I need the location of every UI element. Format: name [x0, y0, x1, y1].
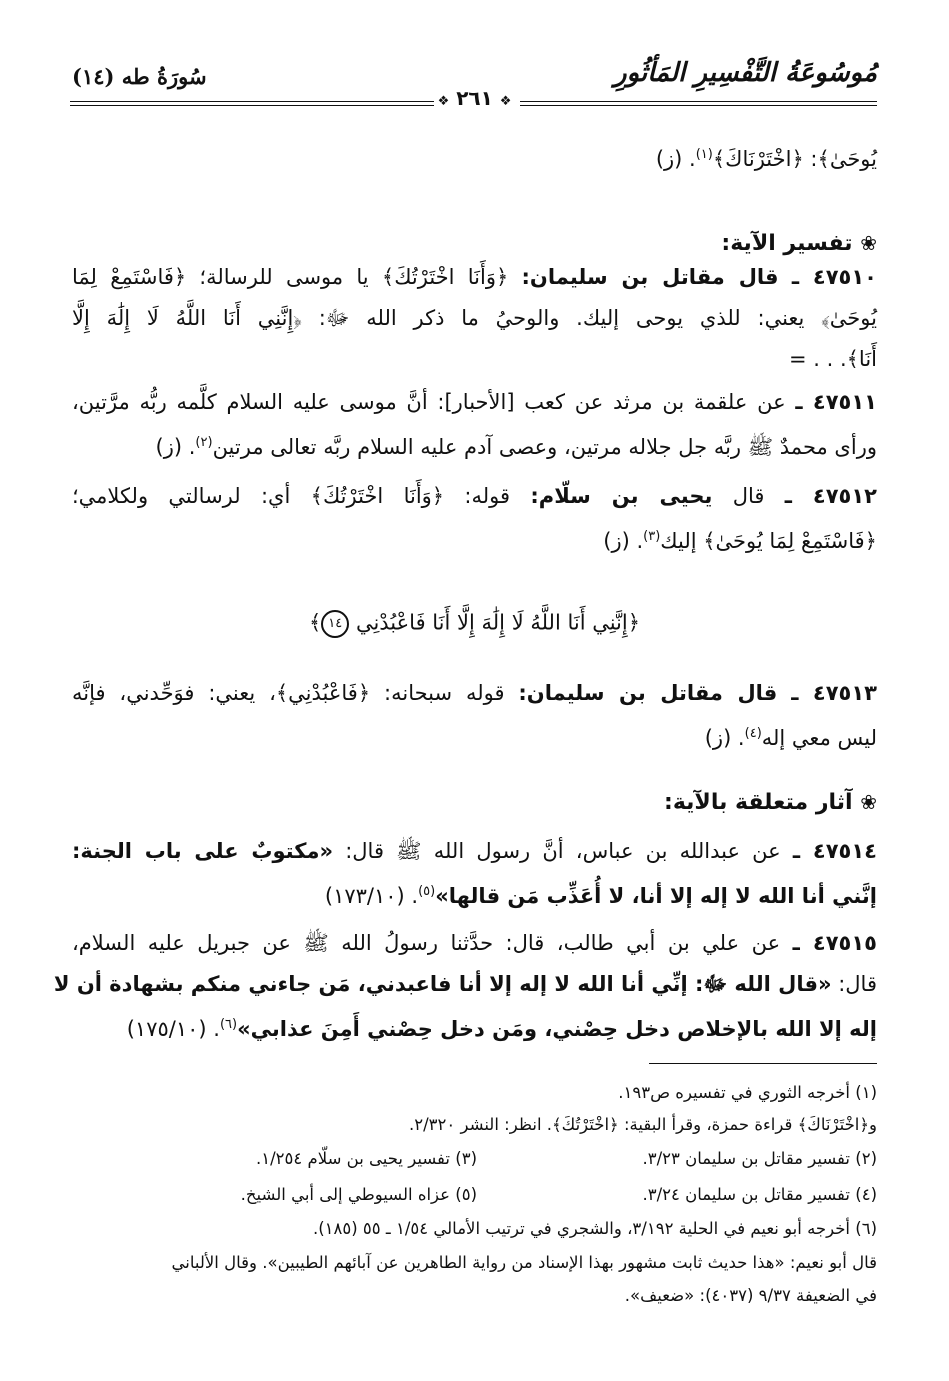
narration-47510-line2: يُوحَىٰ﴾ يعني: للذي يوحى إليك. والوحيُ ما ذكر الله ﷻ: ﴿إِنَّنِي أَنَا اللَّهُ لَا إِلَٰهَ إِلَّا — [72, 306, 877, 330]
narration-47513-line1: ٤٧٥١٣ ـ قال مقاتل بن سليمان: قوله سبحانه: ﴿فَاعْبُدْنِي﴾، يعني: فوَحِّدني، فإنَّه — [72, 681, 877, 705]
narration-47510-line3: أَنَا﴾. . . = — [788, 347, 877, 371]
footnote-1-continued: و﴿اخْتَرْنَاكَ﴾ قراءة حمزة، وقرأ البقية: ﴿اخْتَرْتُكَ﴾. انظر: النشر ٢/٣٢٠. — [408, 1115, 877, 1134]
narration-47515-line3: إله إلا الله بالإخلاص دخل حِصْني، ومَن دخل حِصْني أَمِنَ عذابي»$^{(٦)}$. (١٧٥/١٠) — [126, 1017, 877, 1041]
footnote-6-end: في الضعيفة ٩/٣٧ (٤٠٣٧): «ضعيف». — [624, 1286, 877, 1305]
footnote-row-4-5 — [72, 1183, 877, 1207]
footnote-1: (١) أخرجه الثوري في تفسيره ص١٩٣. — [618, 1083, 877, 1102]
narration-47515-line2: قال: «قال الله ﷻ: إنِّي أنا الله لا إله إلا أنا فاعبدني، مَن جاءني منكم بشهادة أن لا — [53, 972, 877, 996]
page-number — [0, 86, 949, 110]
page-number-value: ٢٦١ — [456, 86, 493, 110]
narration-47511-line1: ٤٧٥١١ ـ عن علقمة بن مرثد عن كعب [الأحبار]: أنَّ موسى عليه السلام كلَّمه ربُّه مرَّتين، — [72, 390, 877, 414]
footnote-5: (٥) عزاه السيوطي إلى أبي الشيخ. — [240, 1185, 477, 1204]
footnote-6-continued: قال أبو نعيم: «هذا حديث ثابت مشهور بهذا الإسناد من رواية الطاهرين عن آبائهم الطيبين». وقال الألباني — [171, 1253, 877, 1272]
text-line: يُوحَىٰ﴾: ﴿اخْتَرْنَاكَ﴾$^{(١)}$. (ز) — [655, 147, 877, 171]
narration-47513-line2: ليس معي إله$^{(٤)}$. (ز) — [704, 726, 877, 750]
footnote-6: (٦) أخرجه أبو نعيم في الحلية ٣/١٩٢، والشجري في ترتيب الأمالي ١/٥٤ ـ ٥٥ (١٨٥). — [312, 1219, 877, 1238]
flower-icon: ❀ — [860, 790, 877, 814]
section-heading-athar: ❀ آثار متعلقة بالآية: — [664, 790, 877, 815]
flower-icon: ❀ — [860, 231, 877, 255]
narration-47512-line2: ﴿فَاسْتَمِعْ لِمَا يُوحَىٰ﴾ إليك$^{(٣)}$. (ز) — [603, 529, 877, 553]
ornament-icon: ❖ — [499, 94, 512, 109]
narration-47511-line2: ورأى محمدٌ ﷺ ربَّه جل جلاله مرتين، وعصى آدم عليه السلام ربَّه تعالى مرتين$^{(٢)}$. (ز) — [155, 435, 877, 459]
surah-label: سُورَةُ طه (١٤) — [72, 64, 207, 89]
narration-47512-line1: ٤٧٥١٢ ـ قال يحيى بن سلّام: قوله: ﴿وَأَنَا اخْتَرْتُكَ﴾ أي: لرسالتي ولكلامي؛ — [72, 484, 877, 508]
footnote-3: (٣) تفسير يحيى بن سلّام ١/٢٥٤. — [256, 1149, 477, 1168]
verse-number: ١٤ — [321, 610, 349, 638]
section-heading-tafsir: ❀ تفسير الآية: — [721, 231, 877, 256]
quran-verse: ﴿إِنَّنِي أَنَا اللَّهُ لَا إِلَٰهَ إِلَّا أَنَا فَاعْبُدْنِي ١٤﴾ — [0, 610, 949, 638]
footnote-divider — [649, 1063, 877, 1064]
footnote-2: (٢) تفسير مقاتل بن سليمان ٣/٢٣. — [642, 1149, 877, 1168]
narration-47514-line1: ٤٧٥١٤ ـ عن عبدالله بن عباس، أنَّ رسول الله ﷺ قال: «مكتوبٌ على باب الجنة: — [72, 839, 877, 863]
ornament-icon: ❖ — [437, 94, 450, 109]
footnote-4: (٤) تفسير مقاتل بن سليمان ٣/٢٤. — [642, 1185, 877, 1204]
narration-47515-line1: ٤٧٥١٥ ـ عن علي بن أبي طالب، قال: حدَّثنا رسولُ الله ﷺ عن جبريل عليه السلام، — [72, 931, 877, 955]
book-title: مُوسُوعَةُ التَّفْسِيرِ المَأثُورِ — [614, 58, 877, 88]
narration-47510-line1: ٤٧٥١٠ ـ قال مقاتل بن سليمان: ﴿وَأَنَا اخْتَرْتُكَ﴾ يا موسى للرسالة؛ ﴿فَاسْتَمِعْ لِمَا — [72, 265, 877, 289]
footnote-row-2-3 — [72, 1147, 877, 1171]
narration-47514-line2: إنَّني أنا الله لا إله إلا أنا، لا أُعَذِّب مَن قالها»$^{(٥)}$. (١٧٣/١٠) — [324, 884, 877, 908]
